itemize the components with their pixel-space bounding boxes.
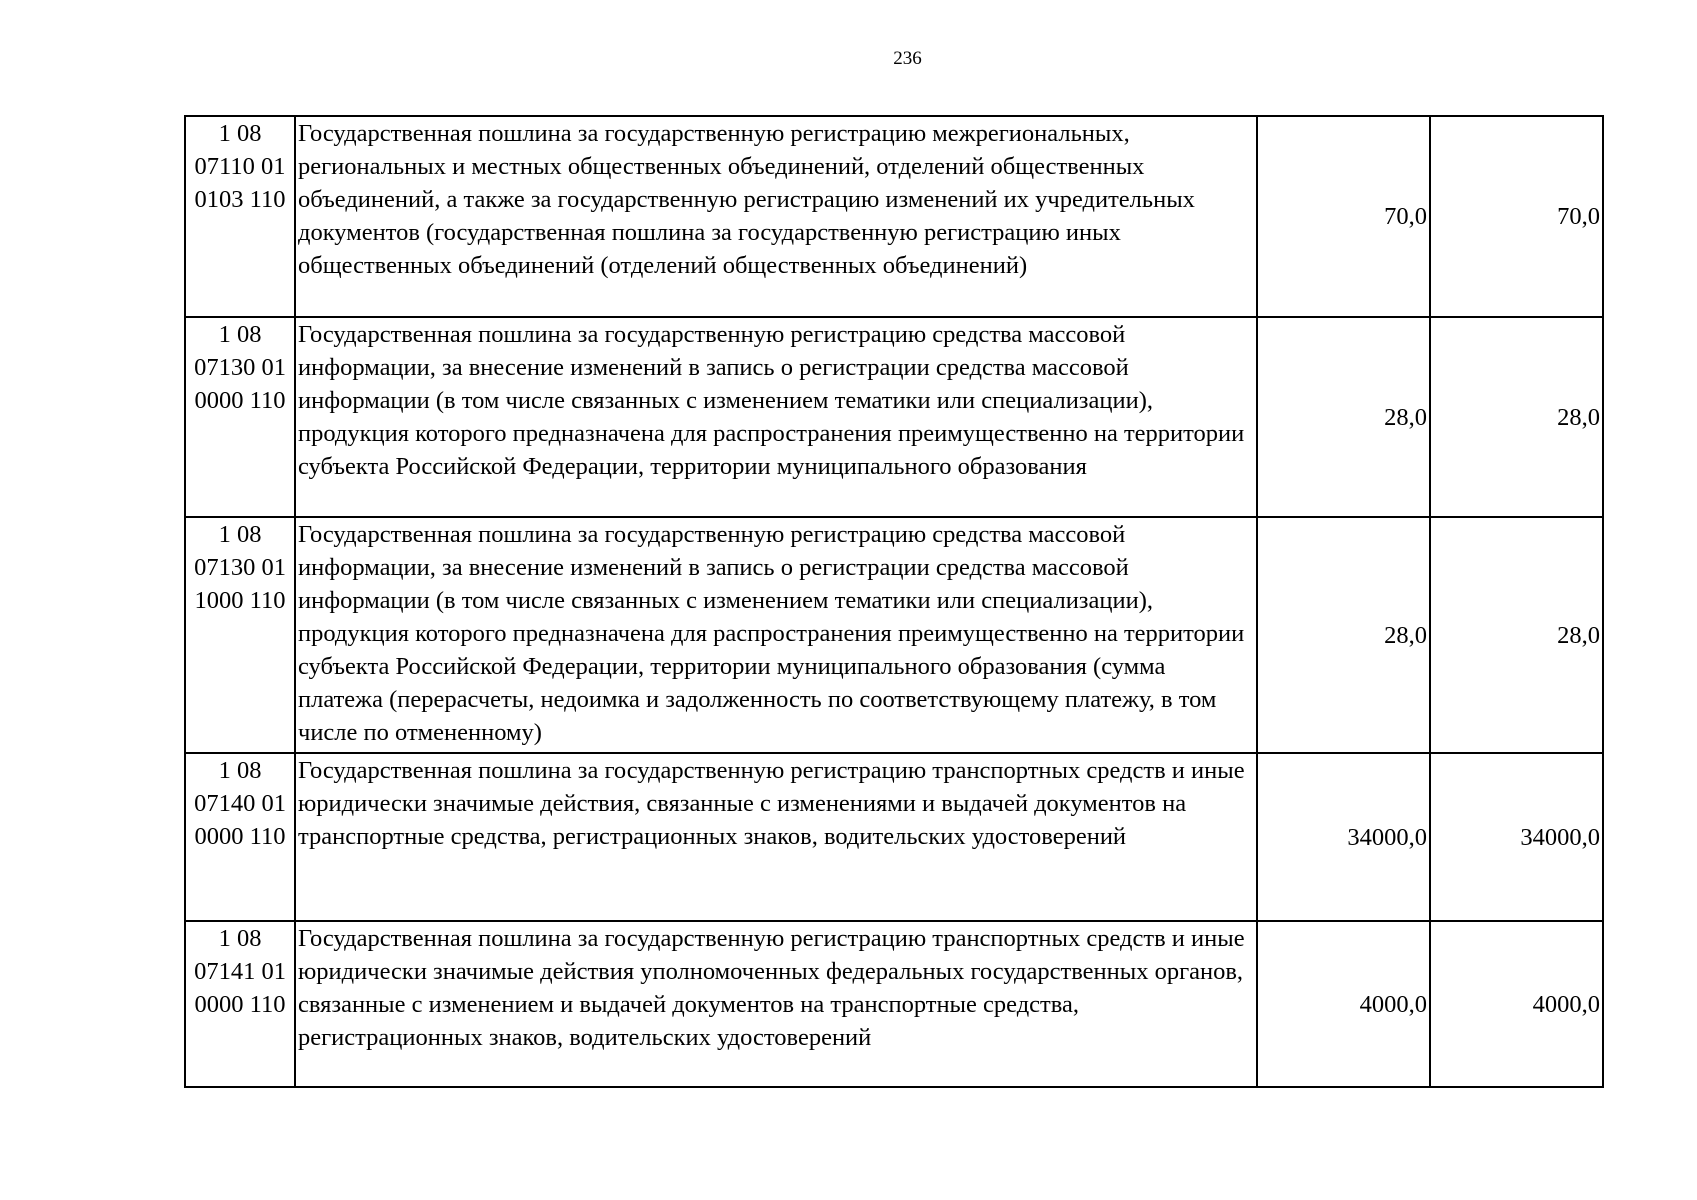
budget-code-line: 07130 01	[194, 554, 286, 581]
budget-code-line: 0000 110	[194, 991, 286, 1018]
amount-cell-1: 70,0	[1257, 116, 1430, 317]
amount-cell-1: 28,0	[1257, 517, 1430, 753]
budget-code-cell	[185, 517, 295, 753]
budget-code-line: 1 08	[218, 925, 262, 952]
budget-code-cell	[185, 753, 295, 921]
budget-code-line: 1 08	[218, 321, 262, 348]
amount-cell-2: 34000,0	[1430, 753, 1603, 921]
budget-code-line: 1 08	[218, 120, 262, 147]
budget-code-line: 1 08	[218, 757, 262, 784]
budget-code-line: 07130 01	[194, 354, 286, 381]
amount-cell-1: 34000,0	[1257, 753, 1430, 921]
amount-cell-1: 4000,0	[1257, 921, 1430, 1087]
description-cell: Государственная пошлина за государственную регистрацию средства массовой информации, за внесение изменений в запись о регистрации средства массовой информации (в том числе связанных с изменением тематики или специализации), продукция которого предназначена для распространения преимущественно на территории субъекта Российской Федерации, территории муниципального образования (сумма платежа (перерасчеты, недоимка и задолженность по соответствующему платежу, в том числе по отмененному)	[295, 517, 1257, 753]
budget-code-cell	[185, 116, 295, 317]
amount-cell-2: 70,0	[1430, 116, 1603, 317]
budget-code-line: 07110 01	[194, 153, 286, 180]
amount-cell-2: 28,0	[1430, 317, 1603, 517]
budget-code-line: 1000 110	[194, 587, 286, 614]
description-cell: Государственная пошлина за государственную регистрацию средства массовой информации, за внесение изменений в запись о регистрации средства массовой информации (в том числе связанных с изменением тематики или специализации), продукция которого предназначена для распространения преимущественно на территории субъекта Российской Федерации, территории муниципального образования	[295, 317, 1257, 517]
amount-cell-2: 28,0	[1430, 517, 1603, 753]
budget-code-cell	[185, 317, 295, 517]
table-row	[185, 753, 1603, 921]
table-row	[185, 317, 1603, 517]
table-row	[185, 116, 1603, 317]
budget-code-line: 1 08	[218, 521, 262, 548]
amount-cell-2: 4000,0	[1430, 921, 1603, 1087]
budget-code-line: 07141 01	[194, 958, 286, 985]
page-number: 236	[893, 48, 922, 69]
table-row	[185, 921, 1603, 1087]
budget-code-line: 0000 110	[194, 387, 286, 414]
description-cell: Государственная пошлина за государственную регистрацию межрегиональных, региональных и местных общественных объединений, отделений общественных объединений, а также за государственную регистрацию изменений их учредительных документов (государственная пошлина за государственную регистрацию иных общественных объединений (отделений общественных объединений)	[295, 116, 1257, 317]
budget-code-cell	[185, 921, 295, 1087]
description-cell: Государственная пошлина за государственную регистрацию транспортных средств и иные юридически значимые действия уполномоченных федеральных государственных органов, связанные с изменением и выдачей документов на транспортные средства, регистрационных знаков, водительских удостоверений	[295, 921, 1257, 1087]
budget-code-line: 0000 110	[194, 823, 286, 850]
budget-code-line: 07140 01	[194, 790, 286, 817]
amount-cell-1: 28,0	[1257, 317, 1430, 517]
table-row	[185, 517, 1603, 753]
budget-table	[184, 115, 1604, 1088]
budget-code-line: 0103 110	[194, 186, 286, 213]
description-cell: Государственная пошлина за государственную регистрацию транспортных средств и иные юридически значимые действия, связанные с изменениями и выдачей документов на транспортные средства, регистрационных знаков, водительских удостоверений	[295, 753, 1257, 921]
